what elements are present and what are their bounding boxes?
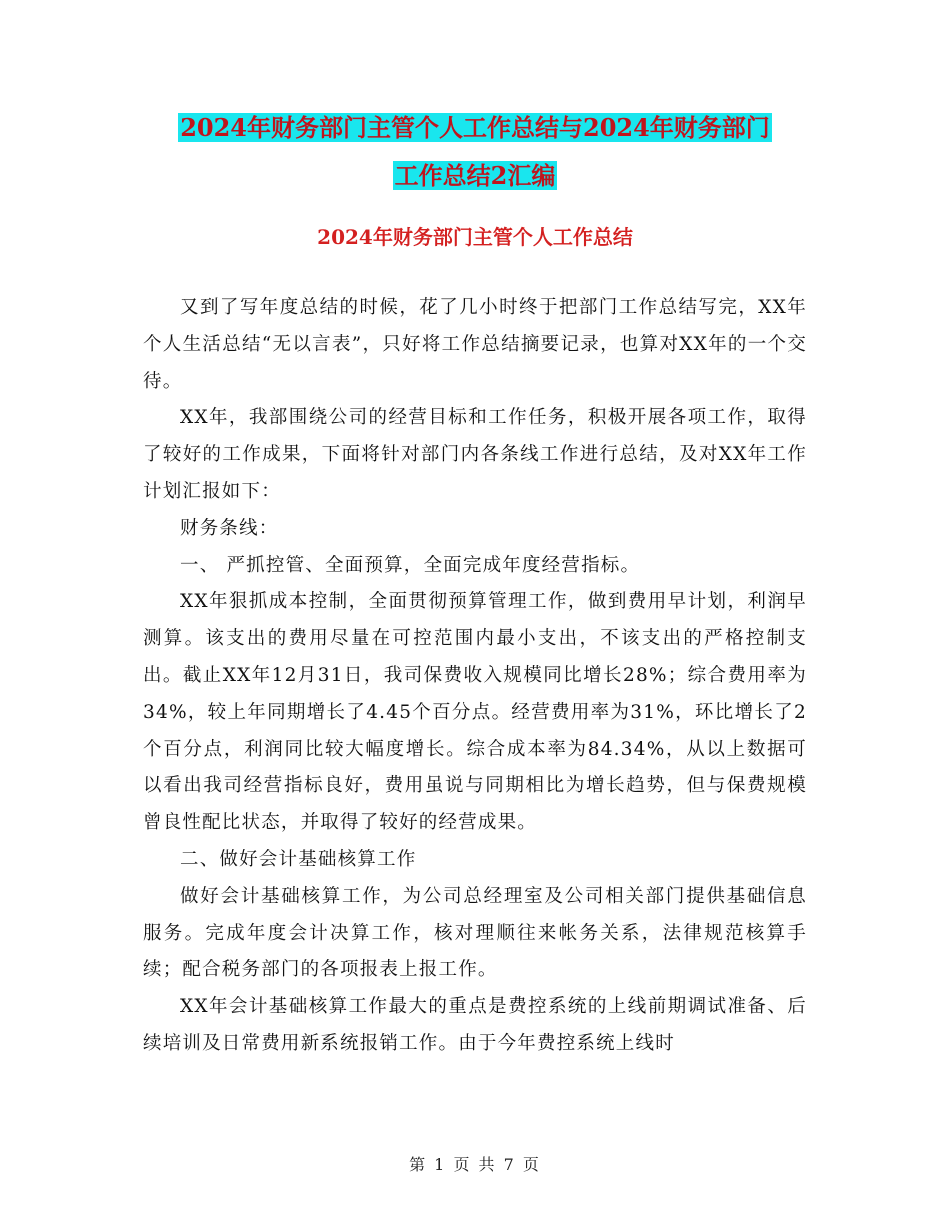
- section-heading: 2024年财务部门主管个人工作总结: [317, 225, 633, 249]
- document-title: [0, 108, 950, 196]
- paragraph-1: 又到了写年度总结的时候，花了几小时终于把部门工作总结写完，XX年个人生活总结“无以言表”，只好将工作总结摘要记录，也算对XX年的一个交待。: [143, 297, 807, 392]
- title-line-2: 工作总结2汇编: [394, 161, 556, 190]
- paragraph-6: 二、做好会计基础核算工作: [180, 848, 417, 870]
- paragraph-2: XX年，我部围绕公司的经营目标和工作任务，积极开展各项工作，取得了较好的工作成果，下面将针对部门内各条线工作进行总结，及对XX年工作计划汇报如下：: [143, 407, 807, 502]
- page-number-footer: 第 1 页 共 7 页: [409, 1155, 541, 1174]
- paragraph-8: XX年会计基础核算工作最大的重点是费控系统的上线前期调试准备、后续培训及日常费用新系统报销工作。由于今年费控系统上线时: [143, 996, 807, 1054]
- document-body: [143, 290, 807, 1063]
- paragraph-7: 做好会计基础核算工作，为公司总经理室及公司相关部门提供基础信息服务。完成年度会计决算工作，核对理顺往来帐务关系，法律规范核算手续；配合税务部门的各项报表上报工作。: [143, 885, 807, 981]
- paragraph-4: 一、 严抓控管、全面预算，全面完成年度经营指标。: [180, 554, 641, 576]
- paragraph-3: 财务条线：: [180, 517, 279, 539]
- paragraph-5: XX年狠抓成本控制，全面贯彻预算管理工作，做到费用早计划，利润早测算。该支出的费用尽量在可控范围内最小支出，不该支出的严格控制支出。截止XX年12月31日，我司保费收入规模同比增长28%；综合费用率为34%，较上年同期增长了4.45个百分点。经营费用率为31%，环比增长了2个百分点，利润同比较大幅度增长。综合成本率为84.34%，从以上数据可以看出我司经营指标良好，费用虽说与同期相比为增长趋势，但与保费规模曾良性配比状态，并取得了较好的经营成果。: [143, 591, 807, 834]
- title-line-1: 2024年财务部门主管个人工作总结与2024年财务部门: [180, 113, 770, 142]
